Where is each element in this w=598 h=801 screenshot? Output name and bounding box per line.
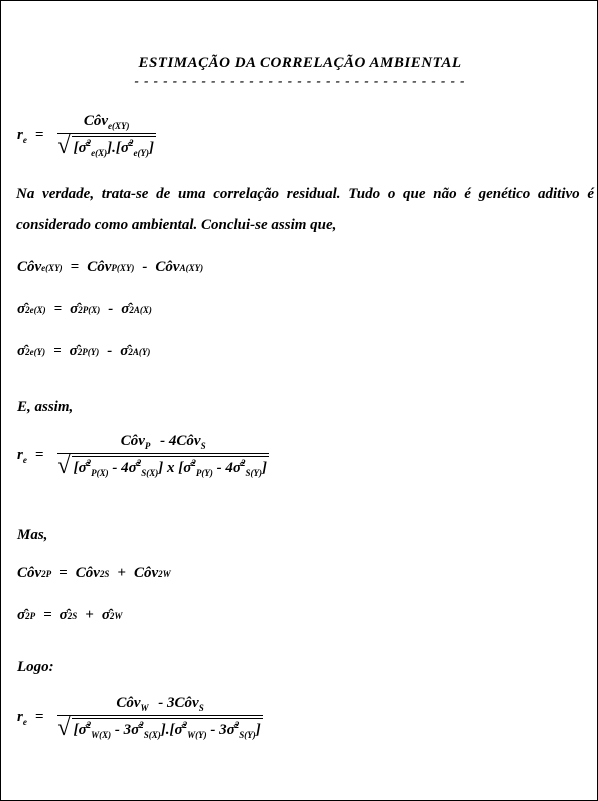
equation-1 [17,113,156,158]
text-logo: Logo: [17,659,54,675]
equation-7: σ̂ 2 P = σ̂ 2 S + σ̂ 2 W [17,607,123,623]
eq5-denominator: √ [σ̂$^2_{P(X)}$ - 4σ̂$^2_{S(X)}$] x [σ̂$^2_{P(Y)}$ - 4σ̂$^2_{S(Y)}$] [57,453,267,479]
eq1-lhs: $r_e$ [17,126,27,145]
equation-5: $r_e$ = Côv$_P$ - 4Côv$_S$ √ [σ̂$^2_{P(X)}$ - 4σ̂$^2_{S(X)}$] x [σ̂$^2_{P(Y)}$ - 4σ̂$^2_{S(Y)}$] [17,433,267,479]
eq8-fraction [57,695,262,740]
eq1-numerator: Côv$_{e(XY)}$ [83,113,130,131]
text-e-assim: E, assim, [17,399,74,415]
page-title: ESTIMAÇÃO DA CORRELAÇÃO AMBIENTAL [138,55,462,71]
eq5-fraction [57,433,269,478]
equation-2: Côv e(XY) = Côv P(XY) - Côv A(XY) [17,259,204,275]
eq1-fraction [57,113,156,158]
sqrt-symbol: √ [57,453,71,479]
equation-8: $r_e$ = Côv$_W$ - 3Côv$_S$ √ [σ̂$^2_{W(X)}$ - 3σ̂$^2_{S(X)}$].[σ̂$^2_{W(Y)}$ - 3σ̂$^2_{S(Y)}$] [17,695,261,741]
equation-6: Côv 2 P = Côv 2 S + Côv 2 W [17,565,171,581]
paragraph-residual-correlation: Na verdade, trata-se de uma correlação residual. Tudo o que não é genético aditivo é considerado como ambiental. Conclui-se assim que, [16,186,594,233]
eq8-numerator: Côv$_W$ - 3Côv$_S$ [116,695,204,713]
sqrt-symbol: √ [57,715,71,741]
eq8-denominator: √ [σ̂$^2_{W(X)}$ - 3σ̂$^2_{S(X)}$].[σ̂$^2_{W(Y)}$ - 3σ̂$^2_{S(Y)}$] [57,715,261,741]
equation-3: σ̂ 2 e(X) = σ̂ 2 P(X) - σ̂ 2 A(X) [17,301,152,317]
eq1-denominator: √ [σ̂$^2_{e(X)}$].[σ̂$^2_{e(Y)}$] [57,133,154,159]
title-underline: - - - - - - - - - - - - - - - - - - - - - - - - - - - - - - - - - - - [134,73,466,88]
eq1-equals: = [34,127,44,143]
sqrt-symbol: √ [57,133,71,159]
text-mas: Mas, [17,527,48,543]
equation-4: σ̂ 2 e(Y) = σ̂ 2 P(Y) - σ̂ 2 A(Y) [17,343,151,359]
eq5-numerator: Côv$_P$ - 4Côv$_S$ [120,433,206,451]
